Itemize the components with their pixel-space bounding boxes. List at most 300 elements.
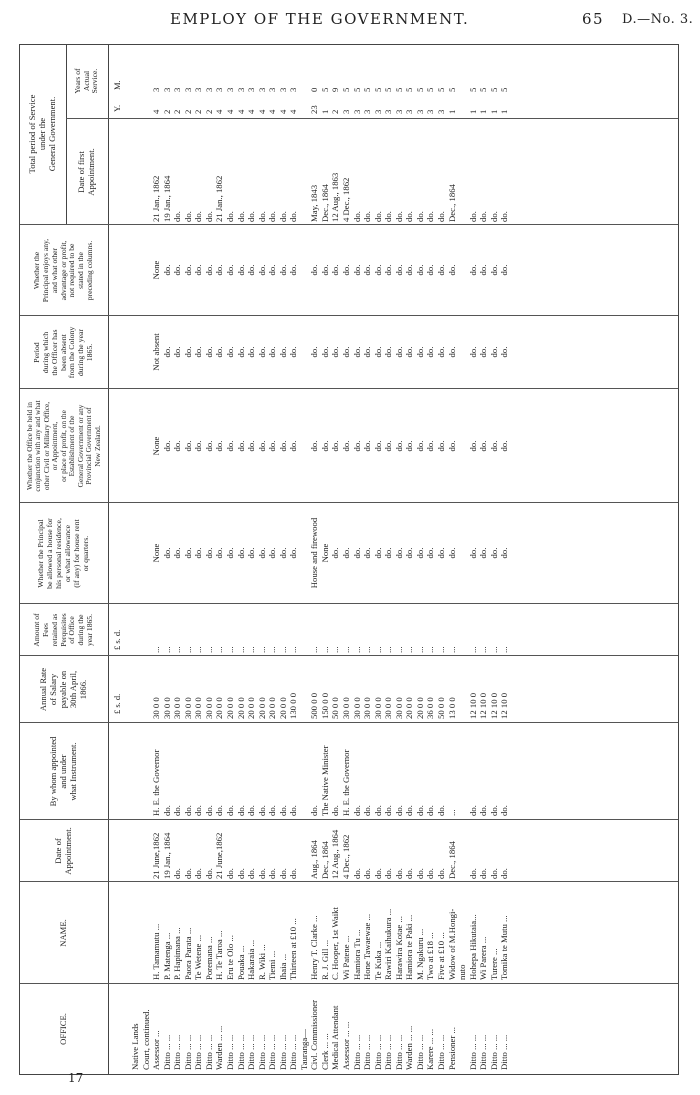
table-row [447,45,457,1074]
appointment-date-cell: Dec., 1864 [319,841,330,879]
service-years-cell: 23 [309,105,320,114]
table-row [478,45,488,1074]
other-office-cell: do. [277,440,288,452]
service-years-cell: 4 [151,109,162,114]
fees-cell: ... [246,646,257,653]
service-months-cell: 3 [161,87,172,92]
appointment-date-cell: do. [404,868,415,879]
service-years-cell: 2 [161,109,172,114]
first-appointment-cell: do. [404,211,415,222]
appointment-date-cell: do. [435,868,446,879]
service-years-cell: 4 [267,109,278,114]
salary-cell: 12 10 0 [478,692,489,719]
house-allowance-cell: None [151,543,162,563]
table-row [394,45,404,1074]
house-allowance-cell: do. [267,547,278,559]
other-advantage-cell: do. [372,264,383,276]
office-cell: Ditto ... ... [172,1034,183,1070]
service-years-cell: 4 [235,109,246,114]
house-allowance-cell: do. [372,547,383,559]
other-advantage-cell: do. [446,264,457,276]
table-row [130,45,140,1074]
table-row [436,45,446,1074]
salary-cell: 30 0 0 [151,697,162,719]
table-row [288,45,298,1074]
table-row [151,45,161,1074]
name-cell: Widow of M.Hongi- [446,908,457,980]
house-allowance-cell: do. [214,547,225,559]
other-advantage-cell: do. [362,264,373,276]
office-cell: Warden ... ... [404,1025,415,1070]
other-office-cell: do. [383,440,394,452]
salary-cell: 30 0 0 [362,697,373,719]
service-years-cell: 2 [330,109,341,114]
service-months-cell: 9 [330,87,341,92]
other-advantage-cell: do. [393,264,404,276]
fees-cell: ... [161,646,172,653]
fees-cell: ... [372,646,383,653]
other-office-cell: do. [319,440,330,452]
office-cell: Assessor ... [151,1030,162,1070]
name-cell: Hohepa Hikutaia... [467,914,478,980]
office-cell: Tauranga— [298,1029,309,1070]
fees-cell: ... [478,646,489,653]
table-row [267,45,277,1074]
office-cell: Ditto ... ... [277,1034,288,1070]
months-unit: M. [112,80,122,90]
appointment-date-cell: do. [425,868,436,879]
other-office-cell: do. [235,440,246,452]
name-cell: Poremana ... [203,936,214,980]
service-months-cell: 5 [488,87,499,92]
service-years-cell: 3 [435,109,446,114]
office-cell: Ditto ... ... [488,1034,499,1070]
appointed-by-cell: do. [478,805,489,816]
name-cell: nuto [457,964,468,980]
table-row [309,45,319,1074]
office-cell: Ditto ... ... [267,1034,278,1070]
service-months-cell: 5 [425,87,436,92]
service-years-cell: 3 [362,109,373,114]
table-row [468,45,478,1074]
table-row [141,45,151,1074]
table-row [352,45,362,1074]
absence-cell: do. [319,346,330,358]
first-appointment-cell: do. [478,211,489,222]
appointed-by-cell: do. [351,805,362,816]
appointed-by-cell: do. [235,805,246,816]
service-years-cell: 4 [277,109,288,114]
fees-cell: ... [330,646,341,653]
house-allowance-cell: do. [393,547,404,559]
service-years-cell: 2 [193,109,204,114]
appointment-date-cell: do. [193,868,204,879]
appointed-by-cell: do. [288,805,299,816]
other-advantage-cell: do. [256,264,267,276]
salary-cell: 500 0 0 [309,692,320,719]
salary-cell: 12 10 0 [499,692,510,719]
fees-cell: ... [151,646,162,653]
other-advantage-cell: do. [235,264,246,276]
appointed-by-cell: H. E. the Governor [341,749,351,816]
appointed-by-cell: do. [246,805,257,816]
service-months-cell: 3 [277,87,288,92]
service-years-cell: 4 [256,109,267,114]
service-months-cell: 3 [172,87,183,92]
first-appointment-cell: do. [172,211,183,222]
appointment-date-cell: do. [467,868,478,879]
absence-cell: do. [446,346,457,358]
service-months-cell: 3 [203,87,214,92]
appointment-date-cell: do. [372,868,383,879]
house-allowance-cell: do. [425,547,436,559]
service-years-cell: 3 [393,109,404,114]
first-appointment-cell: do. [246,211,257,222]
service-months-cell: 3 [151,87,162,92]
fees-cell: ... [414,646,425,653]
service-years-cell: 3 [425,109,436,114]
appointment-date-cell: do. [203,868,214,879]
absence-cell: do. [224,346,235,358]
house-allowance-cell: do. [404,547,415,559]
office-cell: Pensioner ... [446,1027,457,1070]
service-months-cell: 5 [341,87,351,92]
other-advantage-cell: do. [288,264,299,276]
service-years-cell: 3 [341,109,351,114]
other-advantage-cell: do. [172,264,183,276]
appointment-date-cell: Dec., 1864 [446,841,457,879]
appointed-by-cell: do. [309,805,320,816]
appointed-by-cell: do. [161,805,172,816]
fees-cell: ... [214,646,225,653]
fees-cell: ... [383,646,394,653]
col-header-by-whom: By whom appointed and under what Instrument. [48,736,78,807]
absence-cell: do. [256,346,267,358]
appointed-by-cell: do. [277,805,288,816]
salary-cell: 30 0 0 [203,697,214,719]
appointed-by-cell: do. [404,805,415,816]
appointed-by-cell: do. [393,805,404,816]
appointed-by-cell: do. [182,805,193,816]
col-header-office: OFFICE. [58,1013,69,1045]
table-row [236,45,246,1074]
other-advantage-cell: do. [341,264,351,276]
fees-cell: ... [393,646,404,653]
appointed-by-cell: do. [256,805,267,816]
salary-cell: 20 0 0 [414,697,425,719]
appointed-by-cell: do. [488,805,499,816]
name-cell: Harawira Kotae ... [393,916,404,980]
office-cell: Ditto ... ... [182,1034,193,1070]
service-years-cell: 4 [288,109,299,114]
col-header-principal: Whether the Principal enjoys any, and what other advantage or profit, not required to be stated in the preceding columns. [32,238,94,303]
absence-cell: do. [425,346,436,358]
salary-cell: 20 0 0 [235,697,246,719]
appointed-by-cell: do. [224,805,235,816]
service-months-cell: 5 [372,87,383,92]
header-rule [108,45,109,1074]
appointment-date-cell: do. [182,868,193,879]
page-number: 65 [582,10,605,28]
fees-cell: ... [467,646,478,653]
fees-cell: ... [193,646,204,653]
service-months-cell: 3 [246,87,257,92]
office-cell: Ditto ... ... [499,1034,510,1070]
table-row [278,45,288,1074]
absence-cell: do. [235,346,246,358]
other-advantage-cell: do. [467,264,478,276]
service-years-cell: 2 [172,109,183,114]
salary-cell: 30 0 0 [193,697,204,719]
salary-cell: 30 0 0 [393,697,404,719]
other-office-cell: do. [351,440,362,452]
col-header-first-appointment: Date of first Appointment. [76,148,96,196]
absence-cell: do. [393,346,404,358]
fees-cell: ... [172,646,183,653]
other-office-cell: do. [435,440,446,452]
house-allowance-cell: do. [467,547,478,559]
appointment-date-cell: do. [499,868,510,879]
house-allowance-cell: do. [182,547,193,559]
other-office-cell: do. [425,440,436,452]
name-cell: R. Wiki ... [256,944,267,980]
office-cell: Ditto ... ... [435,1034,446,1070]
appointment-date-cell: Aug., 1864 [309,840,320,879]
other-office-cell: do. [203,440,214,452]
name-cell: Rawiri Kaihukura ... [383,908,394,980]
office-cell: Ditto ... ... [203,1034,214,1070]
page-title: EMPLOY OF THE GOVERNMENT. [170,10,470,28]
service-months-cell: 3 [193,87,204,92]
first-appointment-cell: 21 Jan., 1862 [214,175,225,222]
fees-cell: ... [288,646,299,653]
other-advantage-cell: do. [277,264,288,276]
other-advantage-cell: do. [383,264,394,276]
service-years-cell: 3 [383,109,394,114]
table-row [299,45,309,1074]
appointment-date-cell: do. [235,868,246,879]
service-years-cell: 2 [203,109,214,114]
service-months-cell: 3 [182,87,193,92]
absence-cell: do. [362,346,373,358]
absence-cell: do. [467,346,478,358]
other-office-cell: do. [246,440,257,452]
house-allowance-cell: House and firewood [309,517,320,589]
other-office-cell: do. [193,440,204,452]
name-cell: Turere ... [488,948,499,980]
fees-cell: ... [319,646,330,653]
house-allowance-cell: do. [288,547,299,559]
house-allowance-cell: do. [414,547,425,559]
name-cell: M. Ngakuru ... [414,928,425,980]
first-appointment-cell: do. [499,211,510,222]
office-cell: Warden ... ... [214,1025,225,1070]
name-cell: Tomika te Mutu ... [499,915,510,980]
service-months-cell: 3 [214,87,225,92]
first-appointment-cell: do. [267,211,278,222]
first-appointment-cell: do. [488,211,499,222]
fees-cell: ... [351,646,362,653]
office-cell: Ditto ... ... [478,1034,489,1070]
table-row [362,45,372,1074]
other-office-cell: do. [362,440,373,452]
first-appointment-cell: do. [193,211,204,222]
house-allowance-cell: do. [246,547,257,559]
appointment-date-cell: 19 Jan., 1864 [161,832,172,879]
table-row [373,45,383,1074]
other-office-cell: do. [393,440,404,452]
salary-cell: 30 0 0 [341,697,351,719]
absence-cell: do. [246,346,257,358]
footer-page-marker: 17 [68,1071,84,1085]
appointed-by-cell: do. [383,805,394,816]
appointment-date-cell: do. [414,868,425,879]
salary-cell: 13 0 0 [446,697,457,719]
appointment-date-cell: 21 June,1862 [151,832,162,879]
table-row [404,45,414,1074]
service-months-cell: 3 [224,87,235,92]
appointed-by-cell: do. [414,805,425,816]
absence-cell: Not absent [151,333,162,371]
appointed-by-cell: do. [214,805,225,816]
house-allowance-cell: do. [362,547,373,559]
salary-cell: 30 0 0 [351,697,362,719]
service-months-cell: 5 [319,87,330,92]
fees-cell: ... [203,646,214,653]
house-allowance-cell: do. [435,547,446,559]
service-years-cell: 1 [446,109,457,114]
name-cell: P. Hapimana ... [172,927,183,980]
fees-cell: ... [341,646,351,653]
name-cell: Henry T. Clarke ... [309,915,320,980]
name-cell: Two at £18 ... [425,932,436,980]
appointed-by-cell: do. [330,805,341,816]
service-months-cell: 5 [351,87,362,92]
appointment-date-cell: 21 June,1862 [214,832,225,879]
house-allowance-cell: do. [341,547,351,559]
fees-cell: ... [309,646,320,653]
absence-cell: do. [267,346,278,358]
service-months-cell: 5 [414,87,425,92]
office-cell: Ditto ... ... [224,1034,235,1070]
house-allowance-cell: do. [351,547,362,559]
absence-cell: do. [193,346,204,358]
absence-cell: do. [404,346,415,358]
office-cell: Assessor ... ... [341,1021,351,1070]
table-row [172,45,182,1074]
first-appointment-cell: do. [372,211,383,222]
other-advantage-cell: do. [182,264,193,276]
salary-cell: 20 0 0 [404,697,415,719]
col-header-house: Whether the Principal be allowed a house for his personal residence, or what allowance (if any) for house rent or quarters. [36,518,90,589]
salary-cell: 30 0 0 [172,697,183,719]
other-office-cell: do. [499,440,510,452]
house-allowance-cell: do. [330,547,341,559]
absence-cell: do. [277,346,288,358]
appointed-by-cell: do. [362,805,373,816]
first-appointment-cell: do. [362,211,373,222]
salary-cell: 12 10 0 [488,692,499,719]
office-cell: Ditto ... ... [383,1034,394,1070]
service-years-cell: 4 [224,109,235,114]
fees-cell: ... [446,646,457,653]
other-advantage-cell: do. [330,264,341,276]
appointment-date-cell: 4 Dec., 1862 [341,834,351,879]
salary-cell: 20 0 0 [256,697,267,719]
fees-cell: ... [224,646,235,653]
name-cell: Thirteen at £10 ... [288,918,299,980]
service-years-cell: 3 [404,109,415,114]
service-years-cell: 3 [351,109,362,114]
absence-cell: do. [288,346,299,358]
other-office-cell: do. [372,440,383,452]
fees-cell: ... [499,646,510,653]
appointed-by-cell: do. [435,805,446,816]
col-header-total-service: Total period of Service under the General Government. [27,94,57,174]
salary-cell: 30 0 0 [372,697,383,719]
salary-cell: 20 0 0 [224,697,235,719]
service-months-cell: 3 [235,87,246,92]
first-appointment-cell: do. [414,211,425,222]
absence-cell: do. [203,346,214,358]
name-cell: R. J. Gill ... [319,939,330,980]
appointed-by-cell: ... [446,809,457,816]
name-cell: Wi Parera ... [478,936,489,980]
office-cell: Ditto ... ... [256,1034,267,1070]
table-row [204,45,214,1074]
absence-cell: do. [499,346,510,358]
table-row [320,45,330,1074]
house-allowance-cell: do. [193,547,204,559]
office-cell: Civl. Commissioner [309,1000,320,1070]
first-appointment-cell: 12 Aug., 1863 [330,172,341,222]
fees-cell: ... [404,646,415,653]
appointment-date-cell: do. [351,868,362,879]
house-allowance-cell: do. [277,547,288,559]
service-months-cell: 3 [267,87,278,92]
fees-cell: ... [425,646,436,653]
table-row [341,45,351,1074]
service-years-cell: 1 [478,109,489,114]
other-office-cell: do. [267,440,278,452]
first-appointment-cell: do. [351,211,362,222]
service-months-cell: 5 [362,87,373,92]
service-months-cell: 3 [288,87,299,92]
salary-cell: 36 0 0 [425,697,436,719]
salary-cell: 150 0 0 [319,692,330,719]
appointed-by-cell: do. [193,805,204,816]
other-office-cell: do. [224,440,235,452]
service-years-cell: 4 [214,109,225,114]
other-advantage-cell: None [151,260,162,280]
name-cell: Wi Patene ... [341,935,351,980]
house-allowance-cell: do. [172,547,183,559]
name-cell: C. Hooper, 1st Waikt [330,907,341,980]
other-advantage-cell: do. [488,264,499,276]
service-months-cell: 5 [499,87,510,92]
table-row [383,45,393,1074]
document-reference: D.—No. 3. [622,12,694,27]
appointment-date-cell: do. [362,868,373,879]
table-row [415,45,425,1074]
fees-cell: ... [235,646,246,653]
name-cell: Tiemi ... [267,950,278,980]
service-months-cell: 5 [467,87,478,92]
house-allowance-cell: do. [256,547,267,559]
salary-cell: 30 0 0 [182,697,193,719]
house-allowance-cell: do. [446,547,457,559]
office-cell: Native Lands [130,1023,140,1070]
